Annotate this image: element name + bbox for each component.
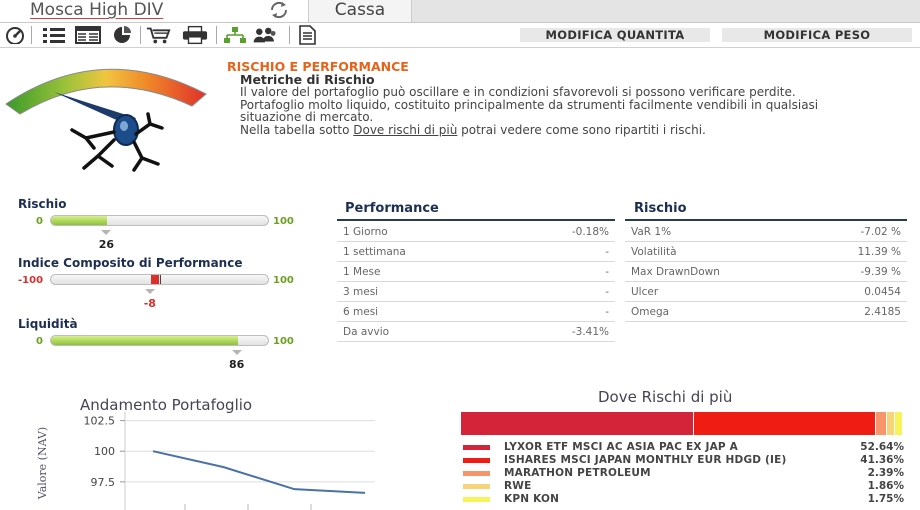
gauge-track — [50, 274, 269, 285]
table-row — [337, 262, 615, 282]
gauge-label: Liquidità — [18, 317, 78, 331]
description-line — [240, 124, 840, 137]
row-value: -0.18% — [494, 222, 615, 242]
modify-quantity-button[interactable]: MODIFICA QUANTITA — [520, 28, 710, 42]
legend-percent: 41.36% — [860, 454, 904, 466]
row-label: Volatilità — [625, 242, 792, 262]
row-label: 1 Giorno — [337, 222, 494, 242]
gauge-max: 100 — [273, 336, 294, 347]
row-value: -3.41% — [494, 322, 615, 342]
section-subtitle: Metriche di Rischio — [240, 72, 375, 87]
portfolio-name-link[interactable]: Mosca High DIV — [30, 0, 164, 20]
legend-name: KPN KON — [504, 493, 560, 505]
gauge-value: 26 — [98, 238, 115, 251]
risk-speedometer-icon — [2, 60, 212, 184]
gauge-pointer-icon — [145, 289, 155, 294]
table-row — [337, 282, 615, 302]
legend-swatch — [463, 484, 490, 489]
row-value: 2.4185 — [792, 302, 907, 322]
performance-title: Performance — [345, 201, 439, 216]
gauge-label: Indice Composito di Performance — [18, 256, 243, 270]
print-icon[interactable] — [182, 24, 208, 46]
table-row — [625, 242, 907, 262]
dashboard-icon[interactable] — [2, 24, 28, 46]
where-risks-link[interactable]: Dove rischi di più — [353, 122, 458, 137]
performance-divider — [337, 219, 615, 221]
tab-cassa-label: Cassa — [334, 0, 386, 20]
legend-percent: 1.75% — [867, 493, 904, 505]
gauge-max: 100 — [273, 216, 294, 227]
modify-weight-button[interactable]: MODIFICA PESO — [722, 28, 912, 42]
y-tick-label: 102.5 — [83, 414, 115, 428]
risk-segment — [895, 412, 903, 435]
table-icon[interactable] — [75, 24, 101, 46]
row-value: - — [494, 262, 615, 282]
legend-swatch — [463, 471, 490, 476]
cart-icon[interactable] — [146, 24, 172, 46]
legend-percent: 52.64% — [860, 441, 904, 453]
pie-chart-icon[interactable] — [110, 24, 136, 46]
gauge-value: 86 — [228, 358, 245, 371]
gauge-track — [50, 335, 269, 346]
table-row — [625, 302, 907, 322]
risk-segment — [887, 412, 895, 435]
gauge-min: 0 — [36, 216, 43, 227]
row-value: 0.0454 — [792, 282, 907, 302]
row-label: 6 mesi — [337, 302, 494, 322]
list-icon[interactable] — [41, 24, 67, 46]
document-icon[interactable] — [294, 24, 320, 46]
row-label: Max DrawnDown — [625, 262, 792, 282]
refresh-icon[interactable] — [266, 0, 292, 20]
legend-percent: 2.39% — [867, 467, 904, 479]
nav-chart-title: Andamento Portafoglio — [80, 396, 253, 414]
legend-name: LYXOR ETF MSCI AC ASIA PAC EX JAP A — [504, 441, 739, 453]
risk-stacked-bar — [461, 412, 903, 435]
row-label: VaR 1% — [625, 222, 792, 242]
nav-chart — [30, 412, 390, 510]
gauge-fill — [151, 275, 160, 284]
performance-table — [337, 222, 615, 342]
legend-swatch — [463, 497, 490, 502]
row-value: 11.39 % — [792, 242, 907, 262]
gauge-pointer-icon — [232, 350, 242, 355]
gauge-center-line — [160, 275, 161, 284]
gauge-min: -100 — [18, 275, 44, 286]
risk-table — [625, 222, 907, 322]
gauge-track — [50, 215, 269, 226]
row-label: Da avvio — [337, 322, 494, 342]
y-tick-label: 97.5 — [90, 475, 115, 489]
table-row — [337, 242, 615, 262]
gauge-min: 0 — [36, 336, 43, 347]
toolbar-divider — [216, 26, 217, 44]
legend-swatch — [463, 445, 490, 450]
description-text: Nella tabella sotto — [240, 122, 354, 137]
toolbar-divider — [289, 26, 290, 44]
row-label: 1 Mese — [337, 262, 494, 282]
row-value: -9.39 % — [792, 262, 907, 282]
gauge-label: Rischio — [18, 197, 67, 211]
description-line: Il valore del portafoglio può oscillare e in condizioni sfavorevoli si possono verificare perdite. — [240, 85, 796, 99]
legend-swatch — [463, 458, 490, 463]
table-row — [625, 262, 907, 282]
tab-cassa[interactable] — [308, 0, 412, 22]
risk-segment — [461, 412, 694, 435]
table-row — [337, 322, 615, 342]
row-value: - — [494, 242, 615, 262]
risk-breakdown-title: Dove Rischi di più — [598, 388, 733, 406]
description-line: Portafoglio molto liquido, costituito principalmente da strumenti facilmente vendibili in qualsiasi situazione di mercato. — [240, 97, 819, 125]
row-value: - — [494, 302, 615, 322]
gauge-fill — [51, 336, 238, 345]
gauge-pointer-icon — [101, 230, 111, 235]
row-value: -7.02 % — [792, 222, 907, 242]
legend-percent: 1.86% — [867, 480, 904, 492]
section-title: RISCHIO E PERFORMANCE — [227, 59, 409, 74]
toolbar-divider — [31, 26, 32, 44]
risk-title: Rischio — [634, 201, 687, 216]
row-label: Ulcer — [625, 282, 792, 302]
nav-line — [153, 451, 365, 493]
risk-divider — [625, 219, 907, 221]
users-icon[interactable] — [252, 24, 278, 46]
legend-name: MARATHON PETROLEUM — [504, 467, 651, 479]
y-axis-label: Valore (NAV) — [36, 426, 49, 500]
gauge-fill — [51, 216, 107, 225]
gauge-max: 100 — [273, 275, 294, 286]
table-row — [337, 302, 615, 322]
row-label: Omega — [625, 302, 792, 322]
legend-name: ISHARES MSCI JAPAN MONTHLY EUR HDGD (IE) — [504, 454, 787, 466]
toolbar-divider — [140, 26, 141, 44]
gauge-value: -8 — [143, 297, 156, 310]
description-text: potrai vedere come sono ripartiti i rischi. — [457, 122, 706, 137]
risk-segment — [694, 412, 877, 435]
row-label: 3 mesi — [337, 282, 494, 302]
row-value: - — [494, 282, 615, 302]
row-label: 1 settimana — [337, 242, 494, 262]
table-row — [625, 282, 907, 302]
hierarchy-icon[interactable] — [222, 24, 248, 46]
risk-description — [240, 86, 840, 136]
table-row — [625, 222, 907, 242]
risk-segment — [876, 412, 887, 435]
legend-name: RWE — [504, 480, 532, 492]
table-row — [337, 222, 615, 242]
y-tick-label: 100 — [94, 445, 115, 459]
